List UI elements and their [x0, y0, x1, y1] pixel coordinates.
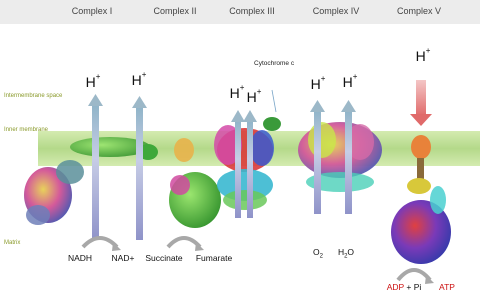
- proton-label-c1-b: H+: [131, 70, 147, 88]
- proton-label-c3-a: H+: [229, 83, 245, 101]
- reaction-arrow-c2: [168, 238, 204, 251]
- proton-label-c3-b: H+: [246, 87, 262, 105]
- complex-ii-label: Complex II: [153, 6, 197, 16]
- nad-plus-label: NAD+: [111, 253, 135, 263]
- cytochrome-c-label: Cytochrome c: [254, 60, 295, 67]
- complex-v-label: Complex V: [396, 6, 442, 16]
- complex-i-label: Complex I: [71, 6, 113, 16]
- fumarate-label: Fumarate: [195, 253, 233, 263]
- adp-pi-label: ADP + Pi: [386, 282, 422, 292]
- reaction-arrow-c1: [83, 238, 121, 251]
- proton-arrow-c1-a: [88, 94, 103, 240]
- o2-label: $O_2$: [313, 247, 323, 260]
- nadh-label: NADH: [67, 253, 93, 263]
- proton-arrow-c1-b: [132, 96, 147, 240]
- proton-label-c4-a: H+: [310, 74, 326, 92]
- complex-iv-protein: [298, 122, 382, 192]
- proton-arrow-c5-down: [410, 80, 432, 126]
- succinate-label: Succinate: [145, 253, 183, 263]
- proton-label-c5: H+: [415, 46, 431, 64]
- h2o-label: $H_2O$: [337, 247, 355, 260]
- inner-membrane-label: Inner membrane: [4, 127, 49, 133]
- complex-iii-label: Complex III: [229, 6, 275, 16]
- matrix-label: Matrix: [4, 240, 21, 246]
- atp-label: ATP: [439, 282, 455, 292]
- intermembrane-space-label: Intermembrane space: [4, 93, 63, 99]
- complex-iv-label: Complex IV: [312, 6, 360, 16]
- proton-label-c1-a: H+: [85, 72, 101, 90]
- cytochrome-c-protein: [263, 90, 281, 131]
- complex-iii-protein: [214, 125, 274, 210]
- proton-label-c4-b: H+: [342, 72, 358, 90]
